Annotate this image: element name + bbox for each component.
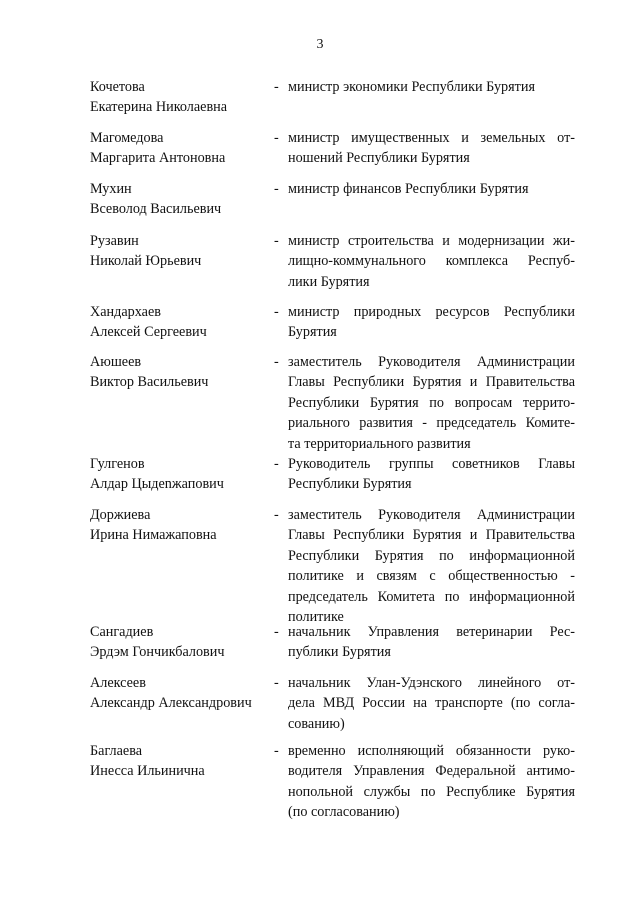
position-line: министр строительства и модернизации жи- [288, 233, 575, 249]
member-name [90, 454, 270, 495]
member-surname: Хандархаев [90, 304, 161, 320]
separator-dash: - [274, 130, 279, 146]
position-line: лики Бурятия [288, 273, 370, 290]
member-name [90, 179, 270, 220]
position-line: заместитель Руководителя Администрации [288, 354, 575, 370]
separator-dash: - [274, 354, 279, 370]
member-name [90, 128, 270, 169]
member-position [288, 622, 575, 663]
position-line: Республики Бурятия [288, 476, 412, 493]
member-given-names: Ирина Нимажаповна [90, 527, 217, 544]
separator-dash: - [274, 743, 279, 759]
position-line: ношений Республики Бурятия [288, 150, 470, 167]
member-surname: Сангадиев [90, 624, 154, 640]
member-name [90, 673, 270, 714]
separator-dash: - [274, 304, 279, 320]
position-line: заместитель Руководителя Администрации [288, 507, 575, 523]
position-line: временно исполняющий обязанности руко- [288, 743, 575, 759]
position-line: публики Бурятия [288, 644, 391, 661]
member-position [288, 302, 575, 343]
separator-dash: - [274, 456, 279, 472]
position-line: Бурятия [288, 324, 337, 341]
member-name [90, 302, 270, 343]
position-line: Главы Республики Бурятия и Правительства [288, 374, 575, 391]
member-name [90, 505, 270, 546]
separator-dash: - [274, 233, 279, 249]
separator-dash: - [274, 79, 279, 95]
page-number: 3 [316, 37, 324, 52]
member-given-names: Екатерина Николаевна [90, 99, 228, 116]
member-position [288, 505, 575, 627]
position-line: Руководитель группы советников Главы [288, 456, 575, 472]
member-given-names: Виктор Васильевич [90, 374, 209, 391]
member-position [288, 179, 575, 199]
position-line: начальник Управления ветеринарии Рес- [288, 624, 575, 640]
position-line: та территориального развития [288, 435, 471, 452]
member-surname: Баглаева [90, 743, 143, 759]
position-line: сованию) [288, 715, 345, 732]
member-name [90, 622, 270, 663]
member-position [288, 77, 575, 97]
position-line: Главы Республики Бурятия и Правительства [288, 527, 575, 544]
member-position [288, 741, 575, 823]
member-name [90, 77, 270, 118]
member-given-names: Алексей Сергеевич [90, 324, 207, 341]
member-given-names: Алдар Цыдenжапович [90, 476, 224, 493]
member-given-names: Инесса Ильинична [90, 763, 205, 780]
member-given-names: Эрдэм Гончикбалович [90, 644, 225, 661]
position-line: министр экономики Республики Бурятия [288, 79, 535, 95]
member-surname: Гулгенов [90, 456, 145, 472]
position-line: министр финансов Республики Бурятия [288, 181, 529, 197]
separator-dash: - [274, 507, 279, 523]
member-position [288, 128, 575, 169]
member-position [288, 454, 575, 495]
position-line: риального развития - председатель Комите- [288, 415, 575, 432]
position-line: министр природных ресурсов Республики [288, 304, 575, 320]
position-line: дела МВД России на транспорте (по согла- [288, 695, 575, 712]
member-surname: Алексеев [90, 675, 146, 691]
member-surname: Магомедова [90, 130, 164, 146]
separator-dash: - [274, 675, 279, 691]
position-line: председатель Комитета по информационной [288, 588, 575, 605]
position-line: политике и связям с общественностью - [288, 568, 575, 585]
position-line: Республики Бурятия по вопросам террито- [288, 394, 575, 411]
separator-dash: - [274, 624, 279, 640]
member-name [90, 352, 270, 393]
position-line: нопольной службы по Республике Бурятия [288, 783, 575, 800]
member-position [288, 352, 575, 454]
position-line: водителя Управления Федеральной антимо- [288, 763, 575, 780]
position-line: (по согласованию) [288, 804, 400, 821]
member-given-names: Всеволод Васильевич [90, 201, 222, 218]
position-line: Республики Бурятия по информационной [288, 547, 575, 564]
member-surname: Мухин [90, 181, 132, 197]
position-line: начальник Улан-Удэнского линейного от- [288, 675, 575, 691]
member-given-names: Александр Александрович [90, 695, 252, 712]
member-position [288, 673, 575, 734]
position-line: министр имущественных и земельных от- [288, 130, 575, 146]
member-surname: Кочетова [90, 79, 145, 95]
member-given-names: Николай Юрьевич [90, 253, 202, 270]
member-surname: Рузавин [90, 233, 139, 249]
member-surname: Доржиева [90, 507, 151, 523]
position-line: лищно-коммунального комплекса Респуб- [288, 253, 575, 270]
member-surname: Аюшеев [90, 354, 142, 370]
separator-dash: - [274, 181, 279, 197]
member-given-names: Маргарита Антоновна [90, 150, 226, 167]
member-position [288, 231, 575, 292]
member-name [90, 231, 270, 272]
member-name [90, 741, 270, 782]
position-line: политике [288, 609, 344, 626]
